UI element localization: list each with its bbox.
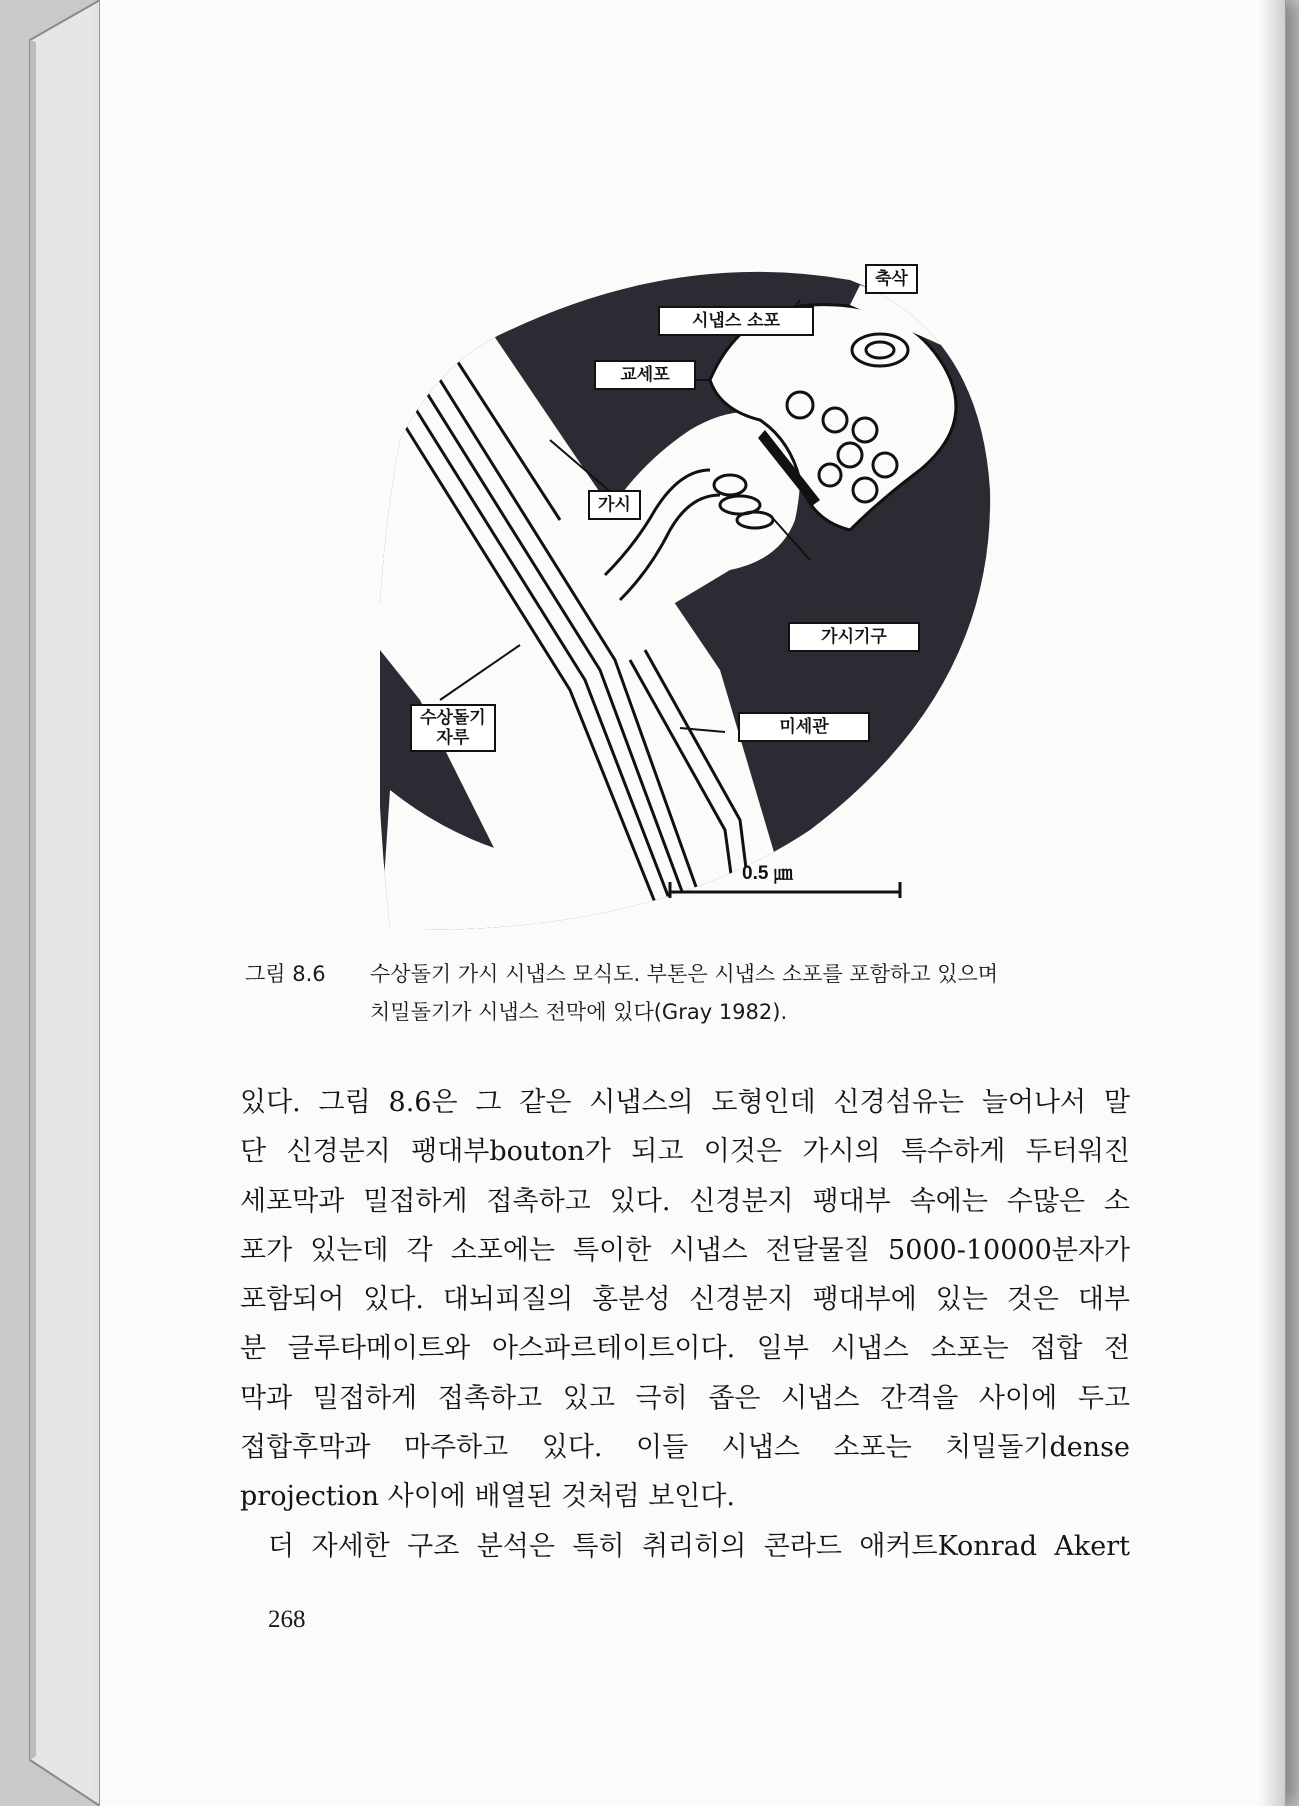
scale-bar-label: 0.5 ㎛ — [742, 863, 793, 884]
body-line: 접합후막과 마주하고 있다. 이들 시냅스 소포는 치밀돌기dense — [240, 1432, 1130, 1464]
body-text — [240, 1078, 1130, 1571]
label-spine-apparatus: 가시기구 — [788, 622, 920, 652]
body-line: projection 사이에 배열된 것처럼 보인다. — [240, 1481, 735, 1513]
book-spine — [0, 0, 110, 1806]
caption-line1 — [245, 955, 1145, 993]
body-line: 세포막과 밀접하게 접촉하고 있다. 신경분지 팽대부 속에는 수많은 소 — [240, 1185, 1130, 1217]
caption-text1: 수상돌기 가시 시냅스 모식도. 부톤은 시냅스 소포를 포함하고 있으며 — [370, 962, 999, 986]
page-number: 268 — [268, 1606, 306, 1633]
caption-number: 그림 8.6 — [245, 962, 326, 986]
caption-line2: 치밀돌기가 시냅스 전막에 있다(Gray 1982). — [370, 1000, 788, 1024]
body-line: 포가 있는데 각 소포에는 특이한 시냅스 전달물질 5000-10000분자가 — [240, 1234, 1130, 1266]
figure-caption — [245, 955, 1145, 1031]
label-dendrite-line2: 자루 — [436, 728, 470, 748]
page-edge-shadow — [1259, 0, 1285, 1806]
label-microtubule: 미세관 — [738, 712, 870, 742]
body-line: 분 글루타메이트와 아스파르테이트이다. 일부 시냅스 소포는 접합 전 — [240, 1333, 1130, 1365]
body-line: 포함되어 있다. 대뇌피질의 홍분성 신경분지 팽대부에 있는 것은 대부 — [240, 1284, 1130, 1316]
label-glia: 교세포 — [594, 360, 696, 390]
body-line: 단 신경분지 팽대부bouton가 되고 이것은 가시의 특수하게 두터워진 — [240, 1136, 1130, 1168]
body-line: 있다. 그림 8.6은 그 같은 시냅스의 도형인데 신경섬유는 늘어나서 말 — [240, 1087, 1130, 1118]
label-dendrite-line1: 수상돌기 — [420, 708, 486, 728]
body-line: 더 자세한 구조 분석은 특히 취리히의 콘라드 애커트Konrad Akert — [268, 1530, 1130, 1562]
label-dendrite-shaft — [410, 704, 496, 752]
label-axon: 축삭 — [865, 264, 918, 294]
body-line: 막과 밀접하게 접촉하고 있고 극히 좁은 시냅스 간격을 사이에 두고 — [240, 1382, 1130, 1414]
label-spine: 가시 — [588, 490, 641, 520]
synapse-diagram — [380, 270, 1000, 940]
label-synaptic-vesicle: 시냅스 소포 — [658, 306, 814, 336]
